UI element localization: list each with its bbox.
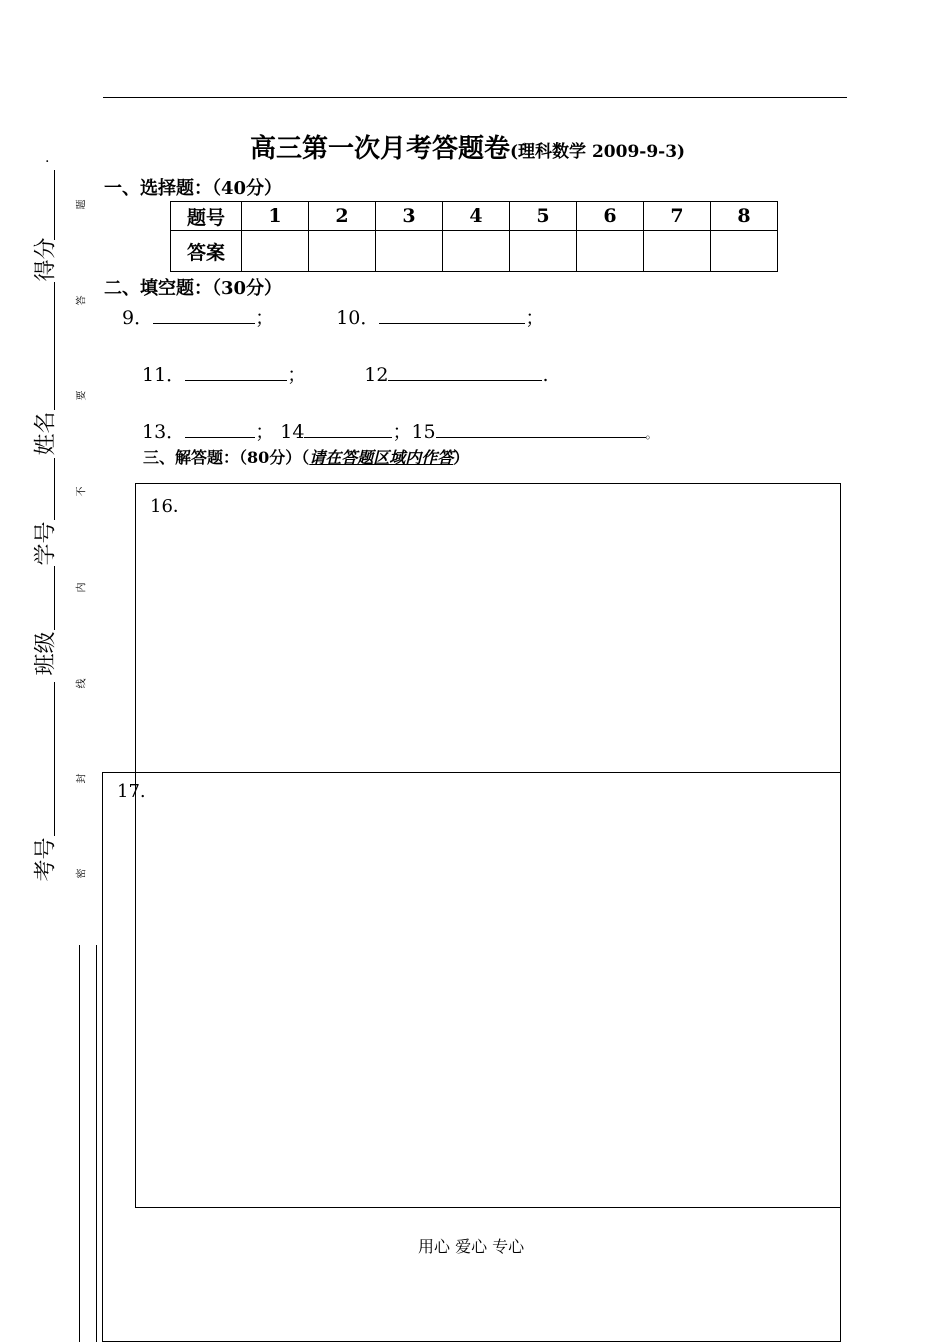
seal-char: 线 [76,678,88,689]
student-no-label: 学号 [33,521,59,566]
period-dot: . [45,150,50,166]
answer-cell[interactable] [242,231,309,272]
name-label: 姓名 [33,411,59,456]
question-number: 2 [309,202,376,231]
seal-char: 封 [76,773,88,784]
answer-cell[interactable] [443,231,510,272]
question-number: 5 [510,202,577,231]
seal-char: 题 [76,199,88,210]
q15-blank[interactable] [436,419,646,438]
question-number: 8 [711,202,778,231]
section-3-label: 三、解答题：（80分）（ [143,448,310,467]
question-number: 6 [577,202,644,231]
answer-cell[interactable] [510,231,577,272]
name-field[interactable] [54,282,55,410]
binding-line [79,945,80,1342]
choice-answer-table [170,201,778,272]
section-3-heading [143,445,469,468]
question-number: 1 [242,202,309,231]
page-title [250,128,685,165]
title-subject-date: (理科数学 2009-9-3) [510,142,686,162]
class-label: 班级 [33,631,59,676]
question-number: 7 [644,202,711,231]
q13-label: 13． [142,421,186,443]
seal-char: 答 [76,295,88,306]
answer-area-note: 请在答题区域内作答 [309,448,454,467]
answer-cell[interactable] [644,231,711,272]
fill-row-2 [142,360,549,387]
exam-no-field[interactable] [54,682,55,836]
period: . [542,364,549,386]
header-label: 题号 [171,202,242,231]
q10-blank[interactable] [379,305,525,324]
fill-row-3 [142,417,658,444]
separator: ； [255,307,275,329]
q15-label: 15 [411,421,436,443]
class-field[interactable] [54,566,55,630]
q14-label: 14 [280,421,305,443]
score-label: 得分 [33,237,59,282]
separator: ； [287,364,307,386]
top-rule [103,97,847,98]
q14-blank[interactable] [304,419,392,438]
q9-label: 9． [122,307,154,329]
q17-label: 17. [117,781,146,802]
q13-blank[interactable] [185,419,255,438]
separator: ； [525,307,545,329]
answer-cell[interactable] [376,231,443,272]
section-1-heading: 一、选择题：（40分） [104,178,283,199]
end-mark: 。 [645,427,658,441]
q12-blank[interactable] [388,362,542,381]
q12-label: 12 [364,364,389,386]
seal-char: 内 [76,582,88,593]
answer-cell[interactable] [577,231,644,272]
answer-cell[interactable] [309,231,376,272]
seal-char: 不 [76,486,88,497]
binding-line [96,945,97,1342]
question-number: 3 [376,202,443,231]
separator: ； [392,421,412,443]
q11-blank[interactable] [185,362,287,381]
question-number: 4 [443,202,510,231]
section-3-close: ） [453,448,470,467]
footer-motto: 用心 爱心 专心 [418,1237,525,1256]
score-field[interactable] [54,170,55,240]
answer-label: 答案 [171,231,242,272]
table-row [171,231,778,272]
exam-no-label: 考号 [33,837,59,882]
q9-blank[interactable] [153,305,255,324]
title-main: 高三第一次月考答题卷 [250,134,511,164]
table-row [171,202,778,231]
section-2-heading: 二、填空题：（30分） [104,278,283,299]
seal-char: 要 [76,390,88,401]
separator: ； [255,421,275,443]
student-no-field[interactable] [54,458,55,520]
q16-label: 16． [150,496,191,517]
fill-row-1 [122,303,544,330]
seal-char: 密 [76,868,88,879]
q11-label: 11． [142,364,186,386]
answer-cell[interactable] [711,231,778,272]
q10-label: 10． [336,307,380,329]
